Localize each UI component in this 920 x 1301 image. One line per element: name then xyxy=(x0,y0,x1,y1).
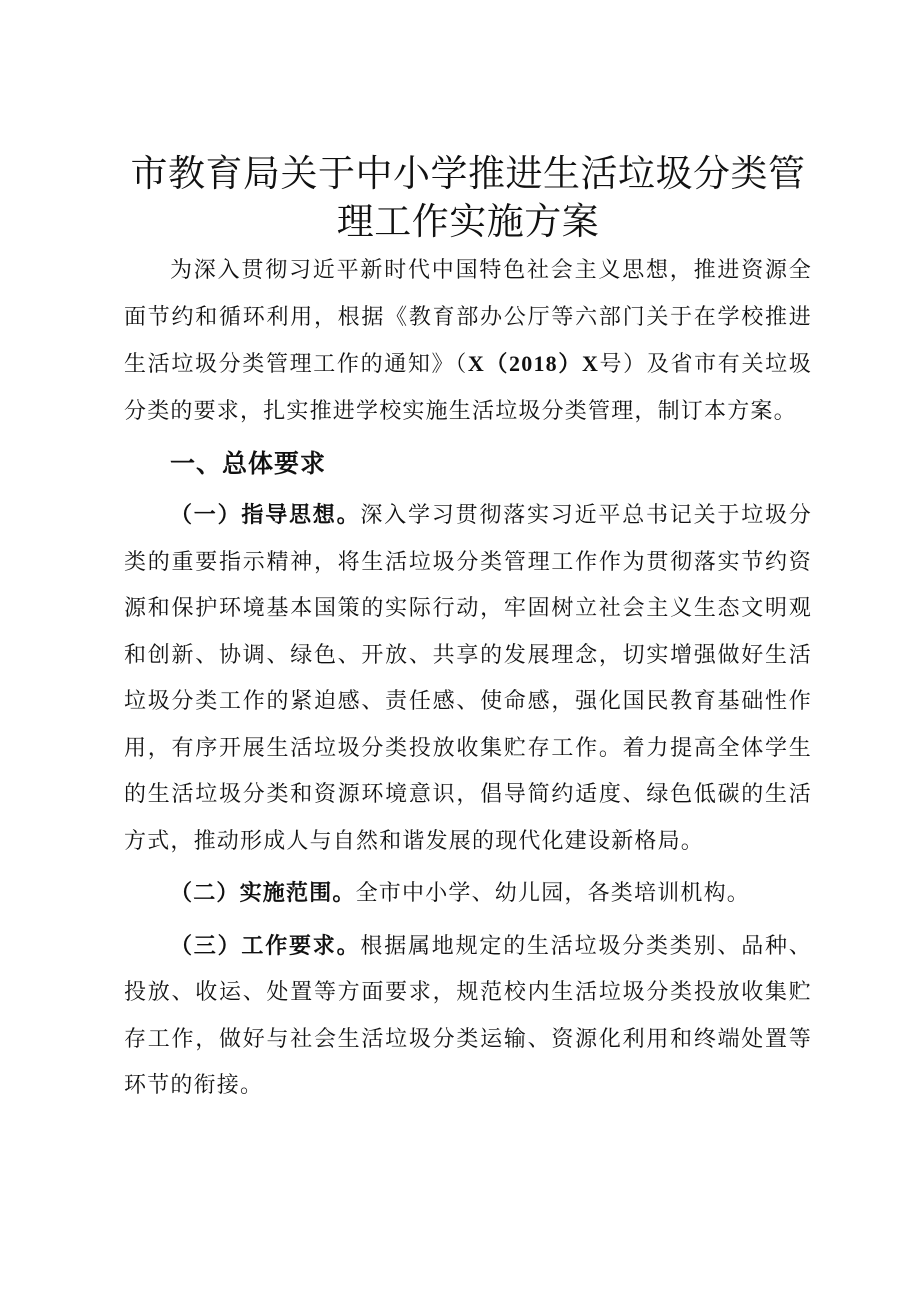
intro-paragraph xyxy=(124,248,812,435)
implementation-scope-paragraph xyxy=(124,871,812,918)
guiding-ideology-paragraph xyxy=(124,493,812,865)
guiding-ideology-text: 深入学习贯彻落实习近平总书记关于垃圾分类的重要指示精神，将生活垃圾分类管理工作作为贯彻落实节约资源和保护环境基本国策的实际行动，牢固树立社会主义生态文明观和创新、协调、绿色、开放、共享的发展理念，切实增强做好生活垃圾分类工作的紧迫感、责任感、使命感，强化国民教育基础性作用，有序开展生活垃圾分类投放收集贮存工作。着力提高全体学生的生活垃圾分类和资源环境意识，倡导简约适度、绿色低碳的生活方式，推动形成人与自然和谐发展的现代化建设新格局。 xyxy=(124,503,812,854)
work-requirements-text: 根据属地规定的生活垃圾分类类别、品种、投放、收运、处置等方面要求，规范校内生活垃圾分类投放收集贮存工作，做好与社会生活垃圾分类运输、资源化利用和终端处置等环节的衔接。 xyxy=(124,933,812,1098)
intro-text-part1: 为深入贯彻习近平新时代中国特色社会主义思想，推进资源全面节约和循环利用，根据《教育部办公厅等六部门关于在学校推进生活垃圾分类管理工作的通知》（ xyxy=(124,258,812,377)
intro-text-part2: 号）及省市有关垃圾分类的要求，扎实推进学校实施生活垃圾分类管理，制订本方案。 xyxy=(124,352,812,424)
work-requirements-paragraph xyxy=(124,924,812,1110)
document-title: 市教育局关于中小学推进生活垃圾分类管理工作实施方案 xyxy=(130,152,806,243)
document-page xyxy=(124,150,812,1110)
intro-doc-number: X（2018）X xyxy=(467,351,600,376)
guiding-ideology-label: （一）指导思想。 xyxy=(170,503,361,528)
implementation-scope-label: （二）实施范围。 xyxy=(170,881,356,906)
section-heading-overall-requirements: 一、总体要求 xyxy=(170,449,327,478)
implementation-scope-text: 全市中小学、幼儿园，各类培训机构。 xyxy=(355,881,751,906)
work-requirements-label: （三）工作要求。 xyxy=(170,933,361,959)
